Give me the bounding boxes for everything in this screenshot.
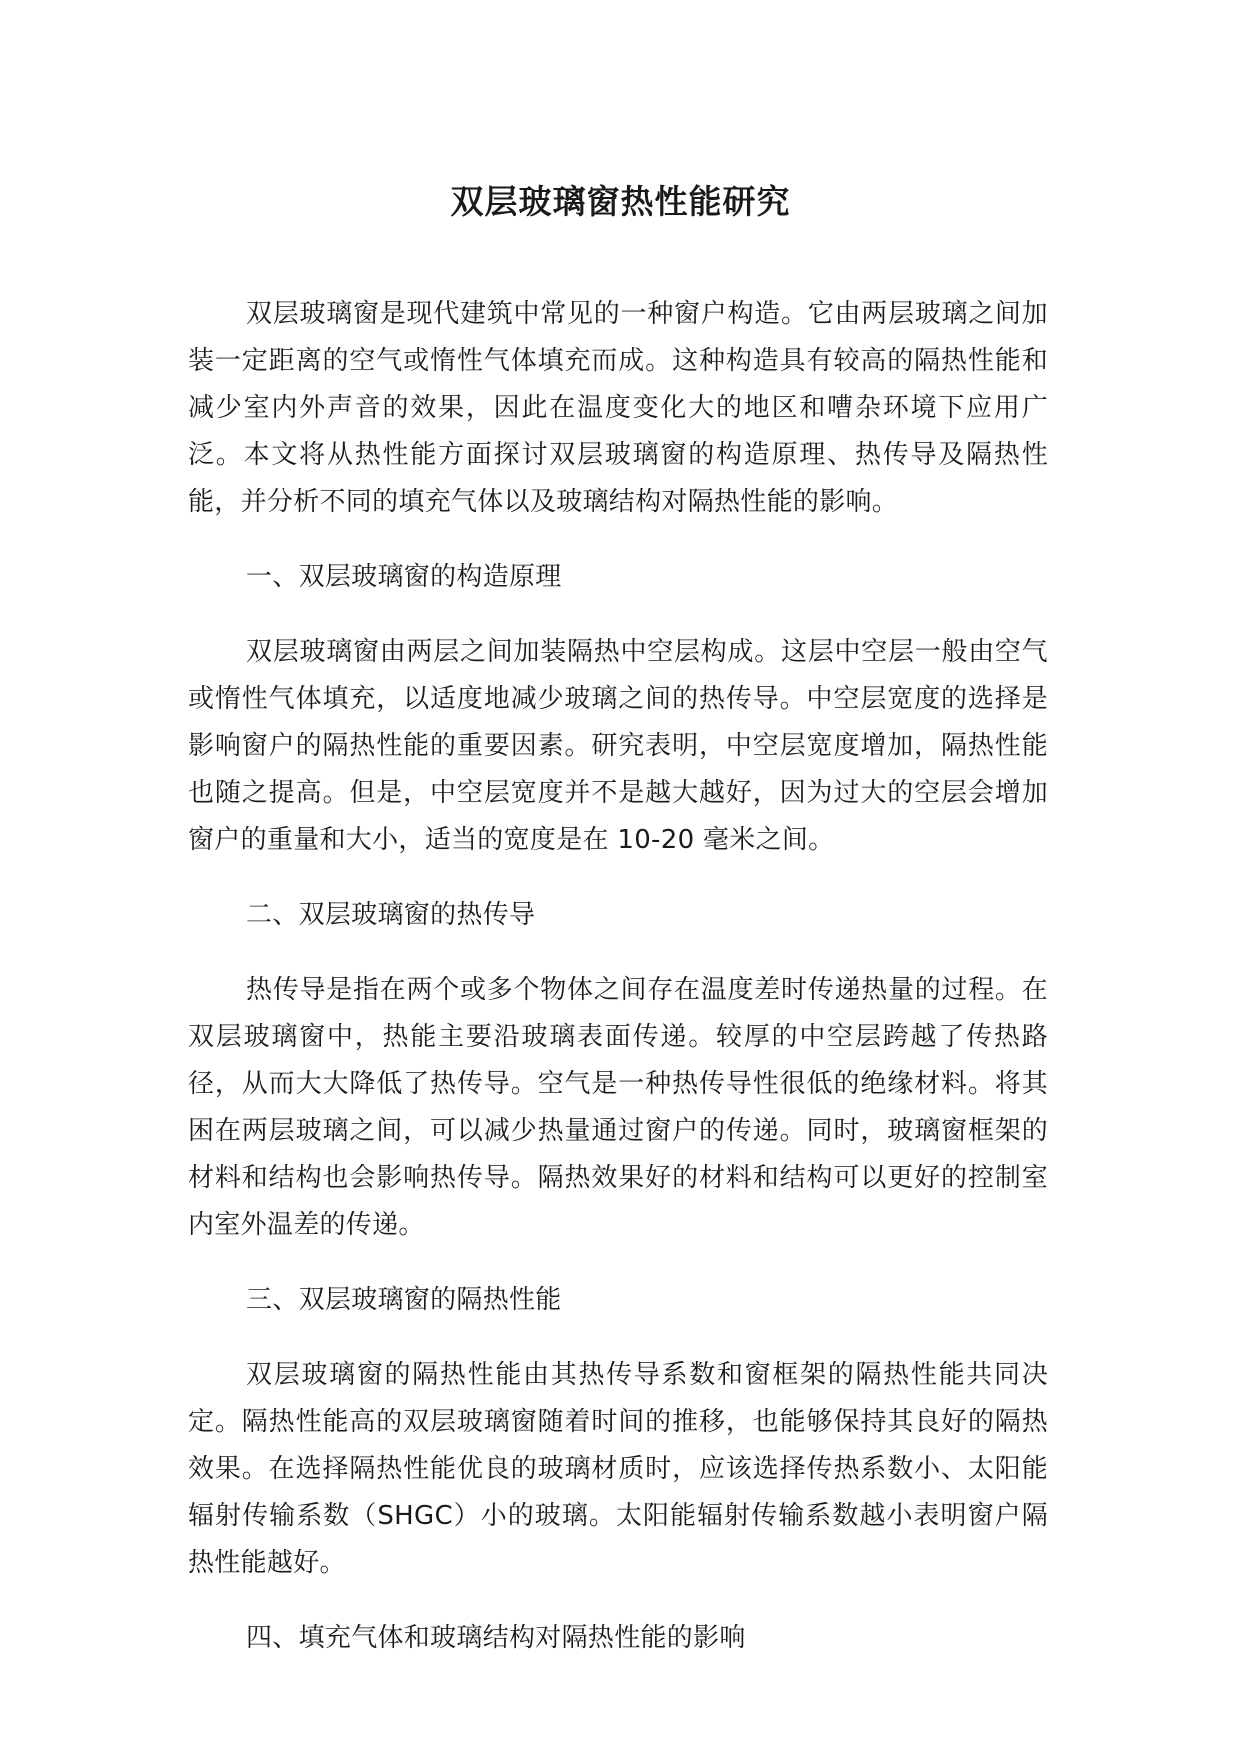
section-heading-1: 一、双层玻璃窗的构造原理 (246, 562, 562, 592)
section-paragraph-3: 双层玻璃窗的隔热性能由其热传导系数和窗框架的隔热性能共同决定。隔热性能高的双层玻璃窗随着时间的推移，也能够保持其良好的隔热效果。在选择隔热性能优良的玻璃材质时，应该选择传热系数小、太阳能辐射传输系数（SHGC）小的玻璃。太阳能辐射传输系数越小表明窗户隔热性能越好。 (188, 1360, 1048, 1578)
document-body (188, 291, 1048, 1662)
section-heading-3: 三、双层玻璃窗的隔热性能 (246, 1285, 562, 1315)
section-heading-4: 四、填充气体和玻璃结构对隔热性能的影响 (246, 1623, 746, 1653)
section-heading-2: 二、双层玻璃窗的热传导 (246, 900, 536, 930)
intro-paragraph: 双层玻璃窗是现代建筑中常见的一种窗户构造。它由两层玻璃之间加装一定距离的空气或惰性气体填充而成。这种构造具有较高的隔热性能和减少室内外声音的效果，因此在温度变化大的地区和嘈杂环境下应用广泛。本文将从热性能方面探讨双层玻璃窗的构造原理、热传导及隔热性能，并分析不同的填充气体以及玻璃结构对隔热性能的影响。 (188, 299, 1048, 517)
document-title: 双层玻璃窗热性能研究 (450, 182, 791, 221)
section-paragraph-2: 热传导是指在两个或多个物体之间存在温度差时传递热量的过程。在双层玻璃窗中，热能主要沿玻璃表面传递。较厚的中空层跨越了传热路径，从而大大降低了热传导。空气是一种热传导性很低的绝缘材料。将其困在两层玻璃之间，可以减少热量通过窗户的传递。同时，玻璃窗框架的材料和结构也会影响热传导。隔热效果好的材料和结构可以更好的控制室内室外温差的传递。 (188, 975, 1048, 1240)
section-paragraph-1: 双层玻璃窗由两层之间加装隔热中空层构成。这层中空层一般由空气或惰性气体填充，以适度地减少玻璃之间的热传导。中空层宽度的选择是影响窗户的隔热性能的重要因素。研究表明，中空层宽度增加，隔热性能也随之提高。但是，中空层宽度并不是越大越好，因为过大的空层会增加窗户的重量和大小，适当的宽度是在 10-20 毫米之间。 (188, 637, 1048, 855)
